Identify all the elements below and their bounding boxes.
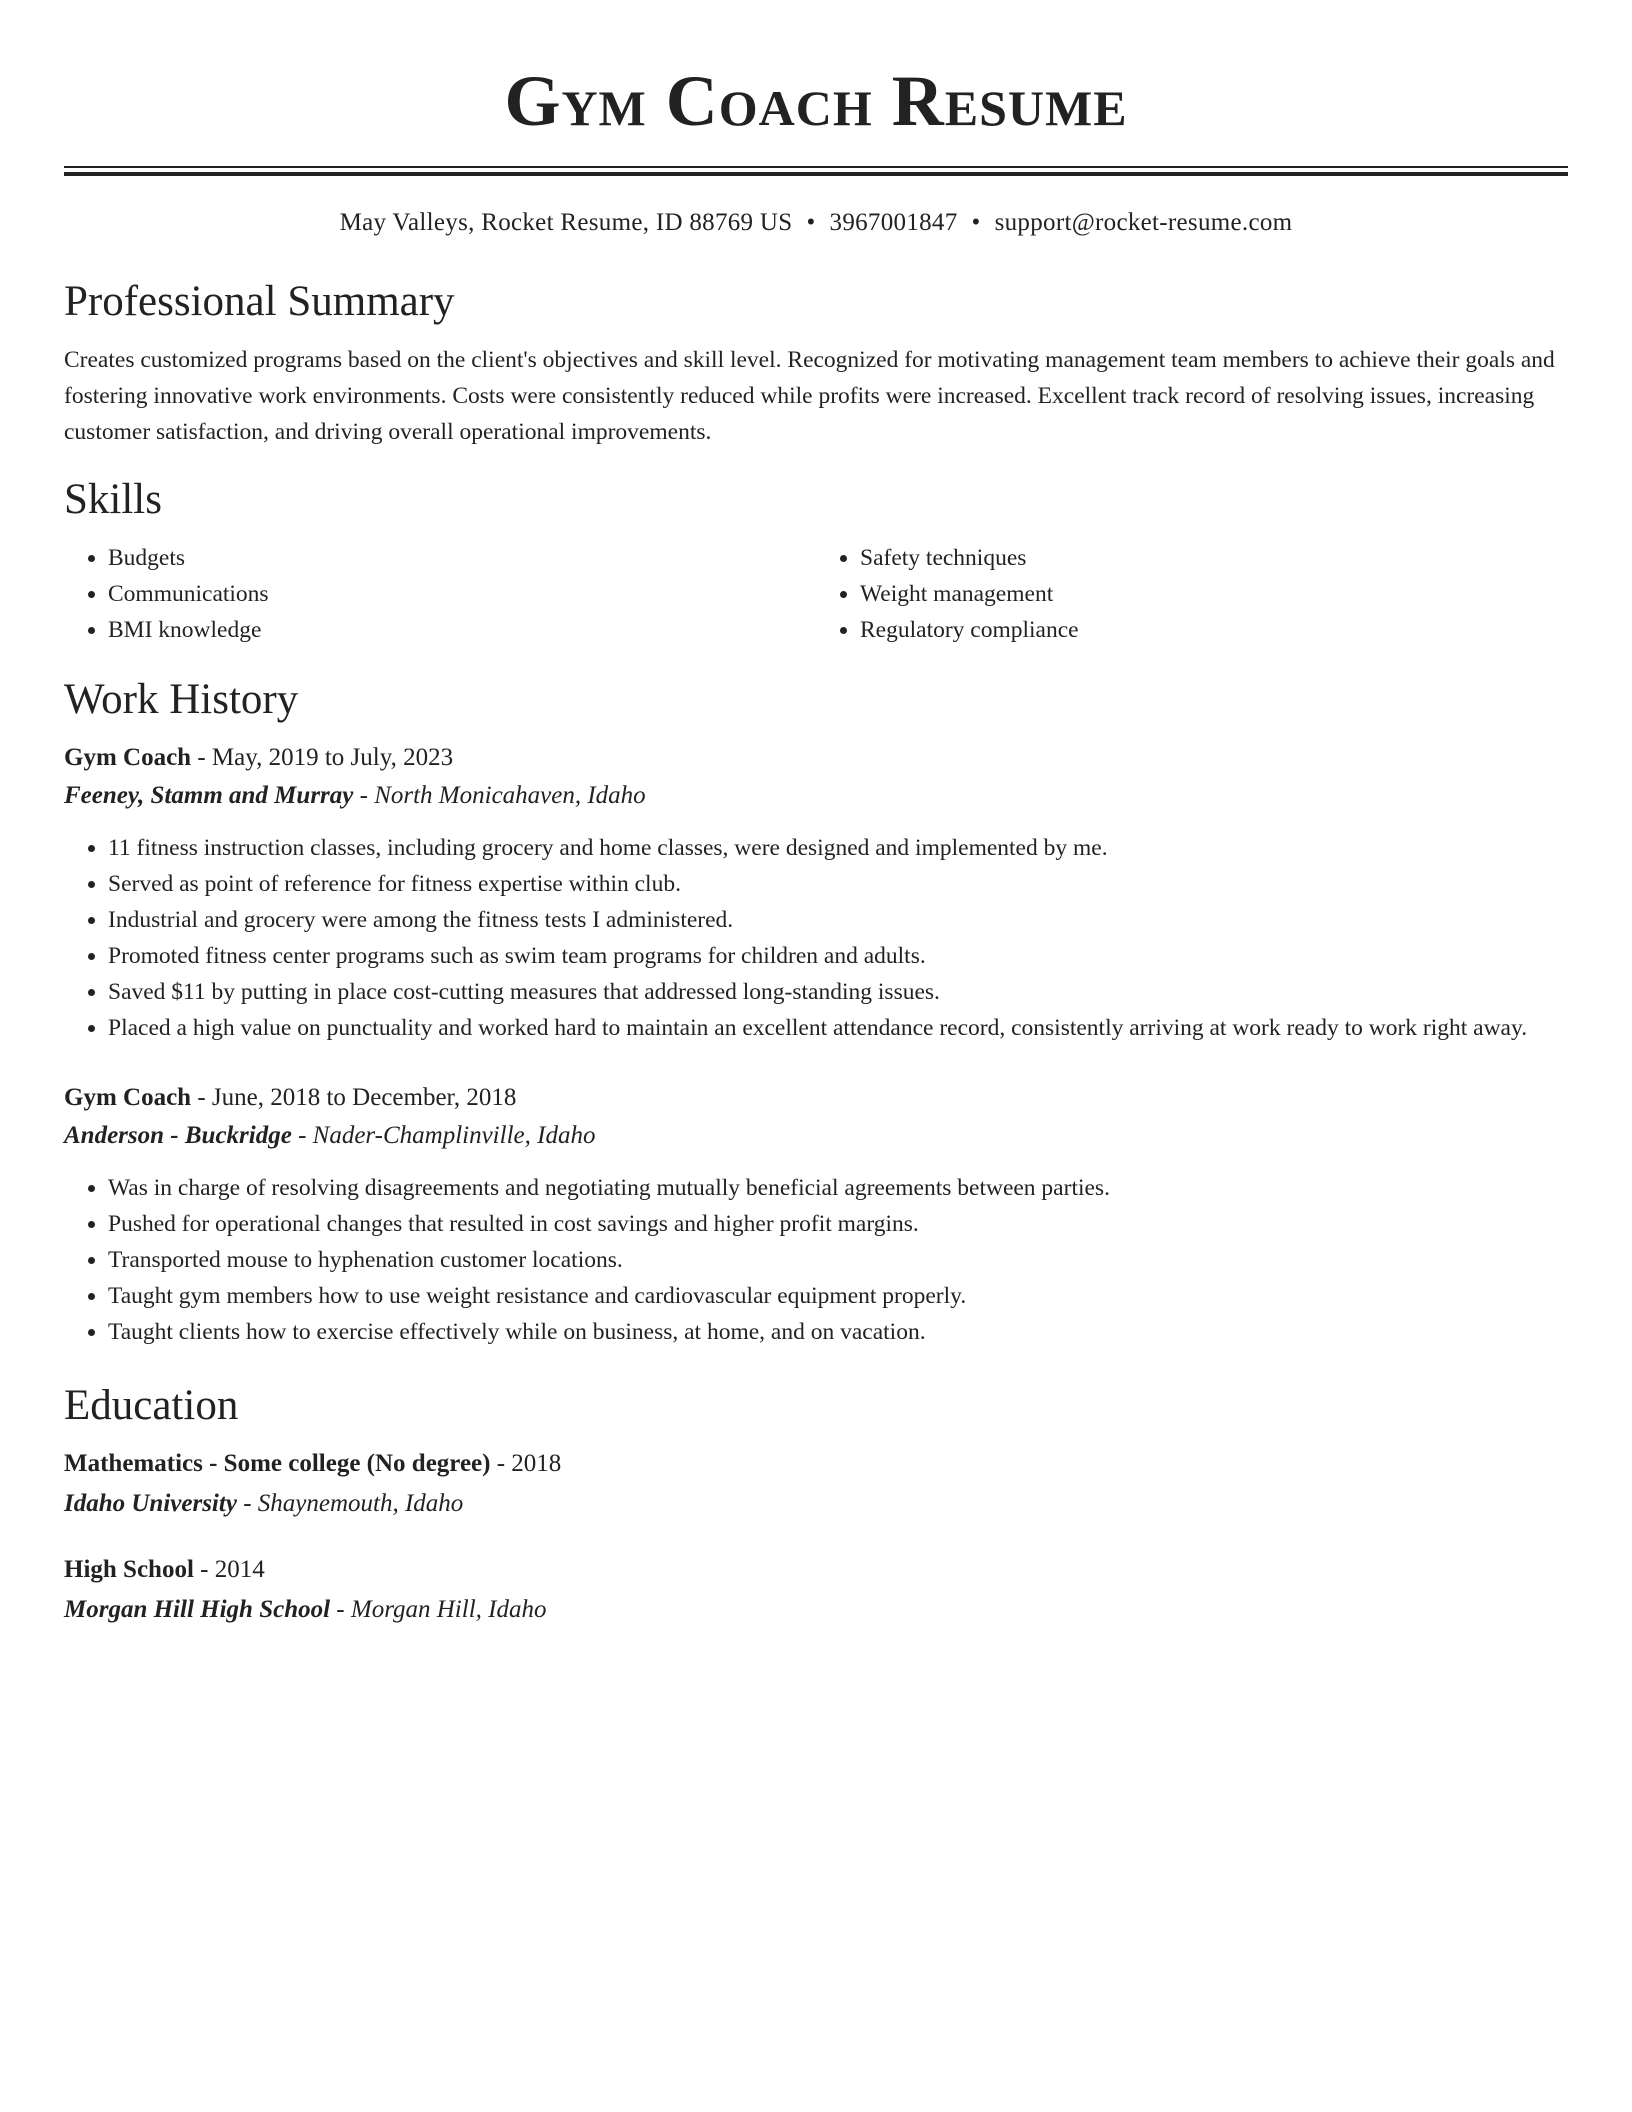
job-duty: • Taught gym members how to use weight resistance and cardiovascular equipment properly. — [108, 1278, 1568, 1314]
skills-columns — [64, 540, 1568, 648]
work-history-heading: Work History — [64, 676, 299, 723]
school-line — [64, 1486, 1568, 1522]
contact-address: May Valleys, Rocket Resume, ID 88769 US — [339, 209, 793, 236]
degree: High School — [64, 1556, 194, 1583]
job-company: Feeney, Stamm and Murray — [64, 782, 354, 809]
job-dates: - June, 2018 to December, 2018 — [191, 1084, 517, 1111]
job-duty: • Saved $11 by putting in place cost-cutting measures that addressed long-standing issues. — [108, 974, 1568, 1010]
skills-section — [64, 474, 1568, 648]
contact-line — [64, 206, 1568, 240]
contact-email: support@rocket-resume.com — [994, 209, 1293, 236]
job-duty: • 11 fitness instruction classes, including grocery and home classes, were designed and implemented by me. — [108, 830, 1568, 866]
summary-section — [64, 276, 1568, 450]
job-title-line — [64, 740, 1568, 776]
skills-list-right — [816, 540, 1568, 648]
degree: Mathematics - Some college (No degree) — [64, 1450, 491, 1477]
school-name: Morgan Hill High School — [64, 1596, 331, 1623]
job-dates: - May, 2019 to July, 2023 — [191, 744, 454, 771]
job-entry — [64, 740, 1568, 1046]
education-heading: Education — [64, 1382, 239, 1429]
job-duties-list — [64, 1170, 1568, 1350]
work-history-section — [64, 674, 1568, 1350]
degree-line — [64, 1552, 1568, 1588]
job-company-line — [64, 778, 1568, 814]
job-company: Anderson - Buckridge — [64, 1122, 292, 1149]
skill-item: • Weight management — [860, 576, 1568, 612]
contact-phone: 3967001847 — [829, 209, 958, 236]
skills-heading: Skills — [64, 476, 162, 523]
degree-line — [64, 1446, 1568, 1482]
job-company-line — [64, 1118, 1568, 1154]
skill-item: • Communications — [108, 576, 816, 612]
education-section — [64, 1380, 1568, 1628]
job-duty: • Transported mouse to hyphenation customer locations. — [108, 1242, 1568, 1278]
summary-text: Creates customized programs based on the client's objectives and skill level. Recognized for motivating management team members to achieve their goals and fostering innovative work environments. Costs were consistently reduced while profits were increased. Excellent track record of resolving issues, increasing customer satisfaction, and driving overall operational improvements. — [64, 347, 1555, 445]
job-duty: • Was in charge of resolving disagreements and negotiating mutually beneficial agreements between parties. — [108, 1170, 1568, 1206]
school-location: - Morgan Hill, Idaho — [330, 1596, 547, 1623]
job-title: Gym Coach — [64, 744, 192, 771]
summary-heading: Professional Summary — [64, 278, 455, 325]
degree-year: - 2018 — [490, 1450, 562, 1477]
job-duty: • Pushed for operational changes that resulted in cost savings and higher profit margins. — [108, 1206, 1568, 1242]
school-name: Idaho University — [64, 1490, 237, 1517]
school-location: - Shaynemouth, Idaho — [236, 1490, 464, 1517]
job-location: - Nader-Champlinville, Idaho — [291, 1122, 596, 1149]
degree-year: - 2014 — [193, 1556, 265, 1583]
skills-list-left — [64, 540, 816, 648]
job-duty: • Placed a high value on punctuality and worked hard to maintain an excellent attendance record, consistently arriving at work ready to work right away. — [108, 1010, 1568, 1046]
job-duty: • Served as point of reference for fitness expertise within club. — [108, 866, 1568, 902]
skill-item: • BMI knowledge — [108, 612, 816, 648]
skill-item: • Regulatory compliance — [860, 612, 1568, 648]
job-entry — [64, 1080, 1568, 1350]
education-entry — [64, 1552, 1568, 1628]
contact-separator: • — [971, 209, 981, 236]
job-title-line — [64, 1080, 1568, 1116]
school-line — [64, 1592, 1568, 1628]
skill-item: • Budgets — [108, 540, 816, 576]
job-location: - North Monicahaven, Idaho — [353, 782, 646, 809]
job-duties-list — [64, 830, 1568, 1046]
resume-title: Gym Coach Resume — [504, 61, 1128, 141]
job-duty: • Promoted fitness center programs such as swim team programs for children and adults. — [108, 938, 1568, 974]
job-duty: • Taught clients how to exercise effectively while on business, at home, and on vacation. — [108, 1314, 1568, 1350]
title-divider — [64, 166, 1568, 176]
job-title: Gym Coach — [64, 1084, 192, 1111]
skill-item: • Safety techniques — [860, 540, 1568, 576]
job-duty: • Industrial and grocery were among the fitness tests I administered. — [108, 902, 1568, 938]
education-entry — [64, 1446, 1568, 1522]
contact-separator: • — [806, 209, 816, 236]
